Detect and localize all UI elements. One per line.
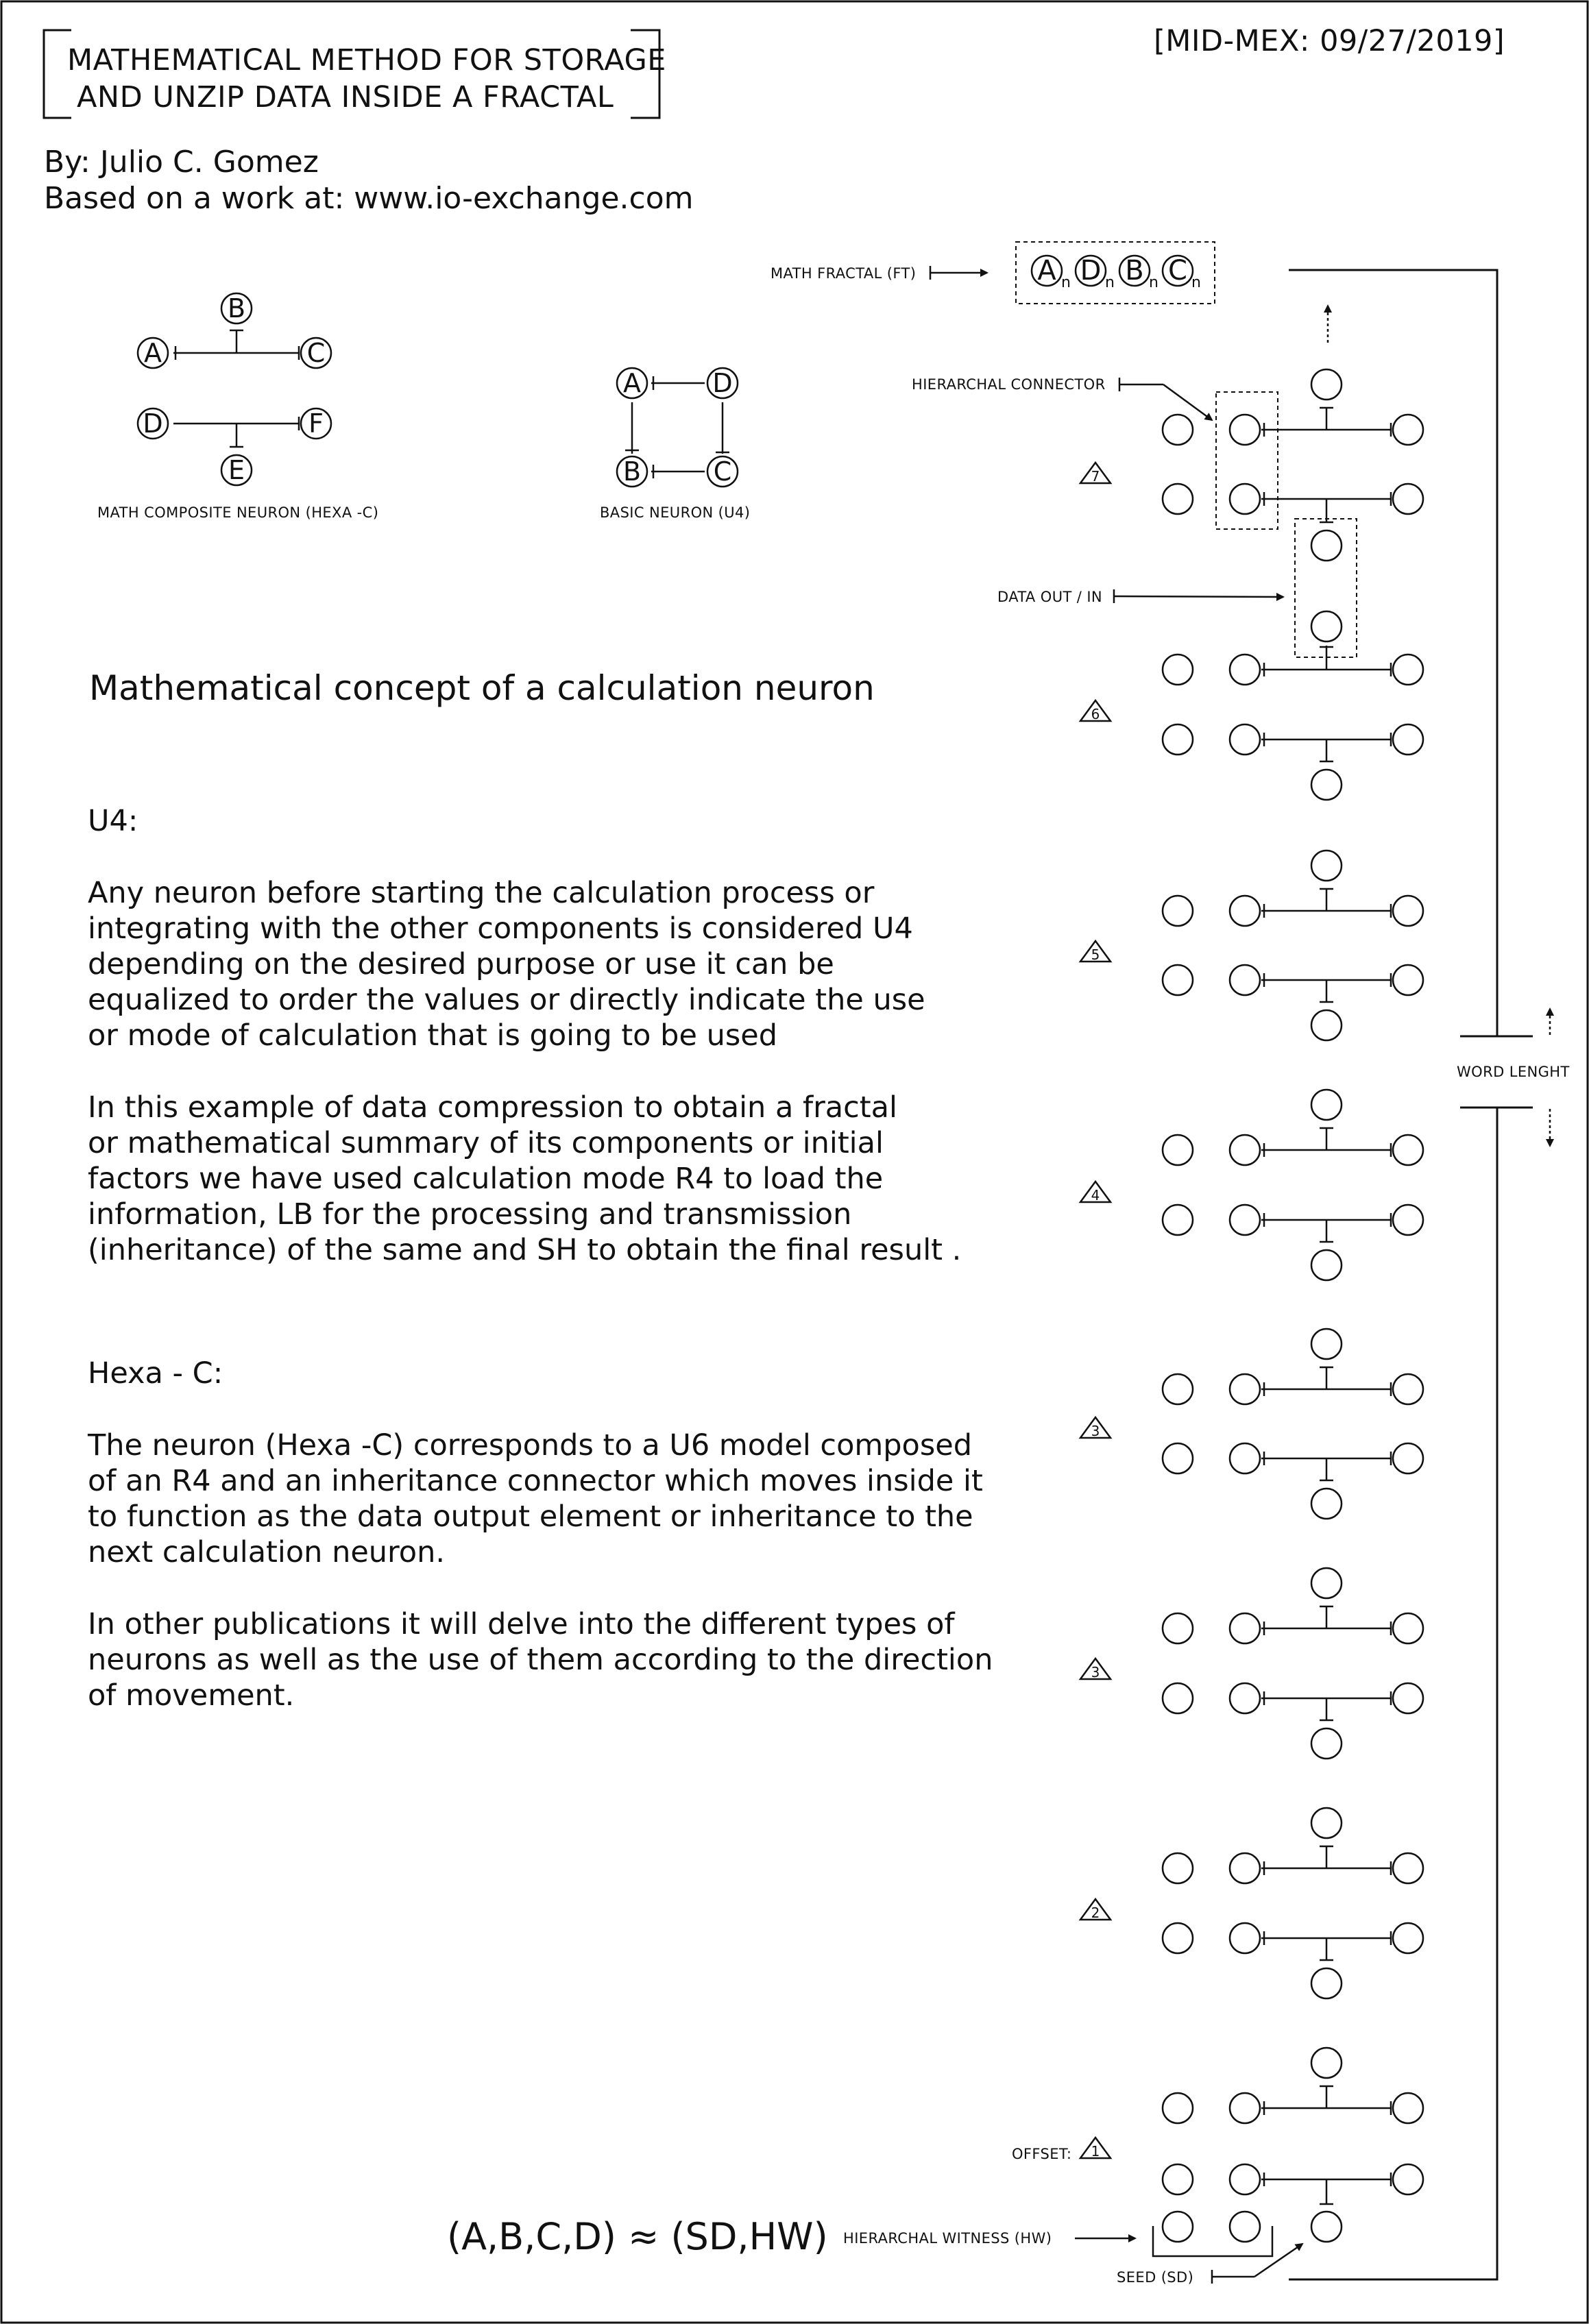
level-label-3a: 3 [1091,1423,1100,1439]
inner-node [1230,1683,1260,1713]
fractal-sub-b: n [1149,274,1159,291]
hexa-letter-f: F [308,408,324,439]
inner-node [1230,1135,1260,1165]
title-line-1: MATHEMATICAL METHOD FOR STORAGE [67,43,666,77]
top-node [1311,1808,1342,1838]
inner-node [1230,965,1260,995]
hexa-letter-a: A [144,338,162,368]
word-length-label: WORD LENGHT [1457,1064,1570,1080]
inner-node [1230,1205,1260,1235]
right-node [1393,1205,1423,1235]
hexa-p1-line: The neuron (Hexa -C) corresponds to a U6 model composed [88,1428,973,1463]
hexa-p1-line: of an R4 and an inheritance connector which moves inside it [88,1464,983,1498]
outer-node [1163,965,1193,995]
right-node [1393,1443,1423,1473]
main-heading: Mathematical concept of a calculation neuron [89,668,875,708]
outer-node [1163,484,1193,514]
u4-letter-c: C [713,456,732,487]
right-node [1393,896,1423,926]
fractal-letter-d: D [1080,255,1102,286]
math-fractal-label: MATH FRACTAL (FT) [771,265,917,282]
hexa-p1-line: next calculation neuron. [88,1535,446,1569]
inner-node [1230,484,1260,514]
outer-node [1163,655,1193,685]
inner-node [1230,1443,1260,1473]
bottom-node [1311,1489,1342,1519]
fractal-sub-c: n [1191,274,1201,291]
u4-paragraph-2 [88,1090,1034,1268]
date-stamp: [MID-MEX: 09/27/2019] [1154,24,1505,58]
right-node [1393,1853,1423,1883]
inner-node [1230,896,1260,926]
inner-node [1230,724,1260,755]
outer-node [1163,1923,1193,1953]
level-label-3b: 3 [1091,1664,1100,1680]
inner-node [1230,655,1260,685]
inner-node [1230,2164,1260,2194]
based-on-link[interactable]: Based on a work at: www.io-exchange.com [44,181,694,216]
right-node [1393,724,1423,755]
u4-caption: BASIC NEURON (U4) [600,504,751,521]
right-node [1393,2164,1423,2194]
witness-node [1163,2212,1193,2242]
fractal-letter-c: C [1168,255,1187,286]
hexa-paragraph-2 [88,1606,1034,1713]
word-length-frame [1289,270,1533,2279]
inner-node [1230,2093,1260,2123]
right-node [1393,415,1423,445]
hierarchal-connector-label: HIERARCHAL CONNECTOR [912,376,1106,393]
right-node [1393,2093,1423,2123]
offset-label: OFFSET: [1012,2146,1072,2162]
u4-p2-line: information, LB for the processing and transmission [88,1197,852,1232]
fractal-sub-a: n [1061,274,1071,291]
top-node [1311,1090,1342,1120]
data-out-in-label: DATA OUT / IN [997,589,1103,605]
top-node [1311,851,1342,881]
outer-node [1163,1683,1193,1713]
outer-node [1163,1853,1193,1883]
hexa-paragraph-1 [88,1428,1034,1570]
top-node [1311,369,1342,400]
seed-label: SEED (SD) [1117,2269,1194,2286]
inner-node [1230,415,1260,445]
seed-node [1311,2212,1342,2242]
level-label-6: 6 [1091,706,1100,722]
fractal-levels [1080,369,1423,2242]
top-node [1311,1329,1342,1359]
u4-letter-b: B [622,456,642,487]
author: By: Julio C. Gomez [44,145,319,180]
level-label-1: 1 [1091,2143,1100,2160]
u4-p1-line: Any neuron before starting the calculation process or [88,876,875,910]
inner-node [1230,1923,1260,1953]
fractal-sub-d: n [1105,274,1115,291]
top-node [1311,1568,1342,1598]
u4-p1-line: equalized to order the values or directly indicate the use [88,983,925,1017]
outer-node [1163,1374,1193,1404]
bottom-node [1311,1250,1342,1280]
bottom-node [1311,1010,1342,1040]
outer-node [1163,1443,1193,1473]
u4-p2-line: (inheritance) of the same and SH to obtain the final result . [88,1233,962,1267]
fractal-letter-b: B [1125,255,1144,286]
u4-p2-line: factors we have used calculation mode R4 to load the [88,1162,884,1196]
inner-node [1230,1613,1260,1643]
u4-p1-line: depending on the desired purpose or use it can be [88,947,834,981]
hierarchal-witness-label: HIERARCHAL WITNESS (HW) [843,2230,1052,2247]
bottom-node [1311,1968,1342,1998]
witness-node [1230,2212,1260,2242]
data-out-in-arrow [1114,589,1283,603]
word-length-arrows [1328,306,1550,1146]
u4-p1-line: integrating with the other components is considered U4 [88,912,913,946]
u4-p2-line: or mathematical summary of its components or initial [88,1126,884,1160]
right-node [1393,1613,1423,1643]
hexa-c-caption: MATH COMPOSITE NEURON (HEXA -C) [97,504,379,521]
top-node [1311,2048,1342,2078]
outer-node [1163,2093,1193,2123]
right-node [1393,1135,1423,1165]
inner-node [1230,1374,1260,1404]
hexa-letter-b: B [227,293,246,323]
u4-p1-line: or mode of calculation that is going to be used [88,1018,777,1053]
outer-node [1163,415,1193,445]
outer-node [1163,1135,1193,1165]
hexa-letter-c: C [306,338,326,368]
level-label-7: 7 [1091,468,1100,485]
right-node [1393,965,1423,995]
hierarchal-connector [1119,378,1357,657]
level-label-4: 4 [1091,1187,1100,1203]
level-label-5: 5 [1091,946,1100,963]
right-node [1393,1683,1423,1713]
right-node [1393,655,1423,685]
outer-node [1163,1205,1193,1235]
hexa-p2-line: of movement. [88,1678,295,1713]
outer-node [1163,1613,1193,1643]
title-line-2: AND UNZIP DATA INSIDE A FRACTAL [77,80,614,114]
bottom-node [1311,770,1342,800]
formula: (A,B,C,D) ≈ (SD,HW) [447,2215,828,2258]
hexa-letter-e: E [228,455,245,485]
hexa-p2-line: neurons as well as the use of them according to the direction [88,1643,993,1677]
u4-letter-a: A [623,368,641,398]
outer-node [1163,2164,1193,2194]
u4-p2-line: In this example of data compression to obtain a fractal [88,1090,897,1125]
level-label-2: 2 [1091,1905,1100,1921]
data-node [1311,530,1342,561]
hexa-title: Hexa - C: [88,1356,223,1391]
u4-paragraph-1 [88,875,1034,1053]
hexa-letter-d: D [143,408,163,439]
data-node [1311,611,1342,641]
u4-letter-d: D [712,368,733,398]
right-node [1393,1374,1423,1404]
hexa-p2-line: In other publications it will delve into the different types of [88,1607,955,1641]
bottom-node [1311,1728,1342,1759]
fractal-letter-a: A [1037,255,1056,286]
right-node [1393,1923,1423,1953]
outer-node [1163,896,1193,926]
hexa-p1-line: to function as the data output element or inheritance to the [88,1500,973,1534]
u4-title: U4: [88,804,138,838]
inner-node [1230,1853,1260,1883]
outer-node [1163,724,1193,755]
right-node [1393,484,1423,514]
